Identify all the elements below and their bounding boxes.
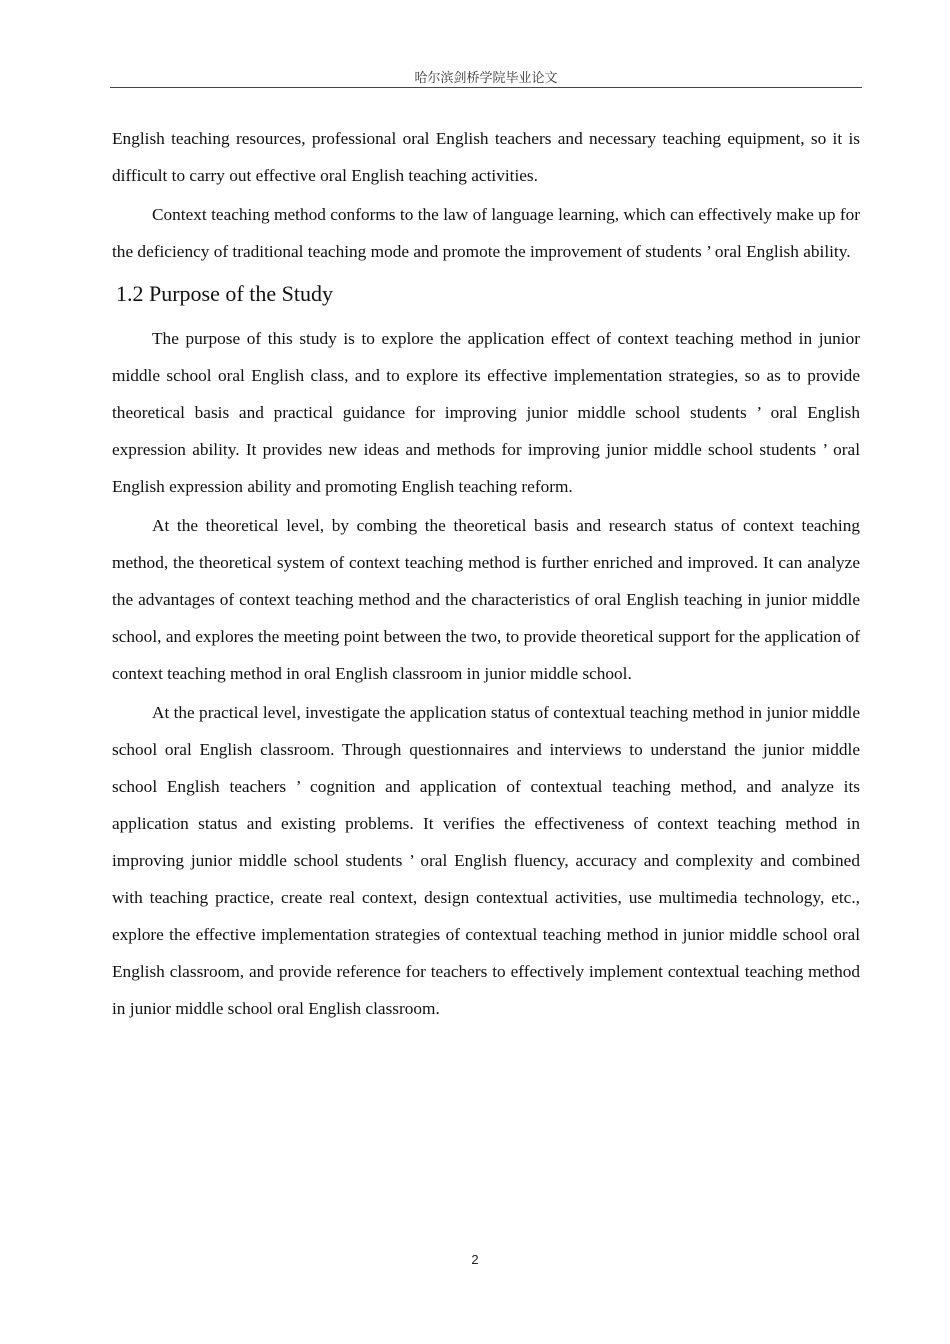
page-body — [112, 120, 860, 1027]
paragraph-continued: English teaching resources, professional oral English teachers and necessary teaching equipment, so it is difficult to carry out effective oral English teaching activities. — [112, 129, 860, 185]
page-number: 2 — [471, 1252, 479, 1267]
section-heading: 1.2 Purpose of the Study — [116, 281, 333, 306]
paragraph-theoretical-level: At the theoretical level, by combing the theoretical basis and research status of context teaching method, the theoretical system of context teaching method is further enriched and improved. It can analyze the advantages of context teaching method and the characteristics of oral English teaching in junior middle school, and explores the meeting point between the two, to provide theoretical support for the application of context teaching method in oral English classroom in junior middle school. — [112, 516, 860, 683]
running-header: 哈尔滨剑桥学院毕业论文 — [414, 71, 558, 86]
paragraph-context-method: Context teaching method conforms to the law of language learning, which can effectively make up for the deficiency of traditional teaching mode and promote the improvement of students ’ oral English ability. — [112, 205, 860, 261]
header-rule — [110, 87, 862, 88]
paragraph-purpose: The purpose of this study is to explore the application effect of context teaching method in junior middle school oral English class, and to explore its effective implementation strategies, so as to provide theoretical basis and practical guidance for improving junior middle school students ’ oral English expression ability. It provides new ideas and methods for improving junior middle school students ’ oral English expression ability and promoting English teaching reform. — [112, 329, 860, 496]
paragraph-practical-level: At the practical level, investigate the application status of contextual teaching method in junior middle school oral English classroom. Through questionnaires and interviews to understand the junior middle school English teachers ’ cognition and application of contextual teaching method, and analyze its application status and existing problems. It verifies the effectiveness of context teaching method in improving junior middle school students ’ oral English fluency, accuracy and complexity and combined with teaching practice, create real context, design contextual activities, use multimedia technology, etc., explore the effective implementation strategies of contextual teaching method in junior middle school oral English classroom, and provide reference for teachers to effectively implement contextual teaching method in junior middle school oral English classroom. — [112, 703, 860, 1018]
